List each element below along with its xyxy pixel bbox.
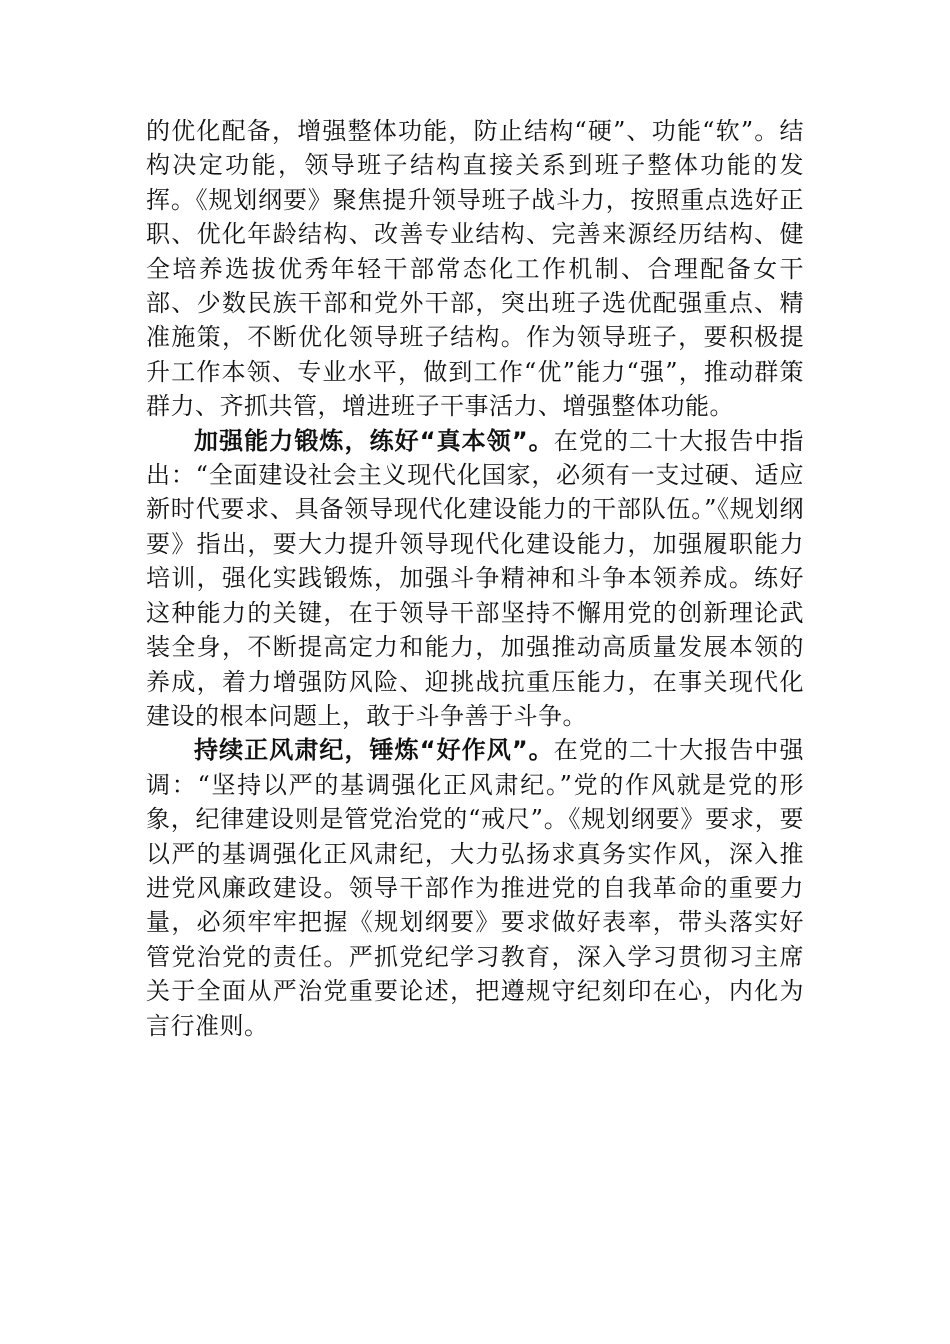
- paragraph-structure: [146, 114, 804, 424]
- document-page: [146, 114, 804, 1043]
- paragraph-lead-heading: 加强能力锻炼，练好“真本领”。: [194, 426, 554, 455]
- paragraph-ability: [146, 424, 804, 734]
- paragraph-discipline: [146, 733, 804, 1043]
- paragraph-text: 的优化配备，增强整体功能，防止结构“硬”、功能“软”。结构决定功能，领导班子结构直接关系到班子整体功能的发挥。《规划纲要》聚焦提升领导班子战斗力，按照重点选好正职、优化年龄结构、改善专业结构、完善来源经历结构、健全培养选拔优秀年轻干部常态化工作机制、合理配备女干部、少数民族干部和党外干部，突出班子选优配强重点、精准施策，不断优化领导班子结构。作为领导班子，要积极提升工作本领、专业水平，做到工作“优”能力“强”，推动群策群力、齐抓共管，增进班子干事活力、增强整体功能。: [146, 117, 804, 421]
- paragraph-text: 在党的二十大报告中强调：“坚持以严的基调强化正风肃纪。”党的作风就是党的形象，纪律建设则是管党治党的“戒尺”。《规划纲要》要求，要以严的基调强化正风肃纪，大力弘扬求真务实作风，深入推进党风廉政建设。领导干部作为推进党的自我革命的重要力量，必须牢牢把握《规划纲要》要求做好表率，带头落实好管党治党的责任。严抓党纪学习教育，深入学习贯彻习主席关于全面从严治党重要论述，把遵规守纪刻印在心，内化为言行准则。: [146, 736, 805, 1040]
- paragraph-lead-heading: 持续正风肃纪，锤炼“好作风”。: [194, 736, 554, 765]
- paragraph-text: 在党的二十大报告中指出：“全面建设社会主义现代化国家，必须有一支过硬、适应新时代要求、具备领导现代化建设能力的干部队伍。”《规划纲要》指出，要大力提升领导现代化建设能力，加强履职能力培训，强化实践锻炼，加强斗争精神和斗争本领养成。练好这种能力的关键，在于领导干部坚持不懈用党的创新理论武装全身，不断提高定力和能力，加强推动高质量发展本领的养成，着力增强防风险、迎挑战抗重压能力，在事关现代化建设的根本问题上，敢于斗争善于斗争。: [146, 426, 805, 730]
